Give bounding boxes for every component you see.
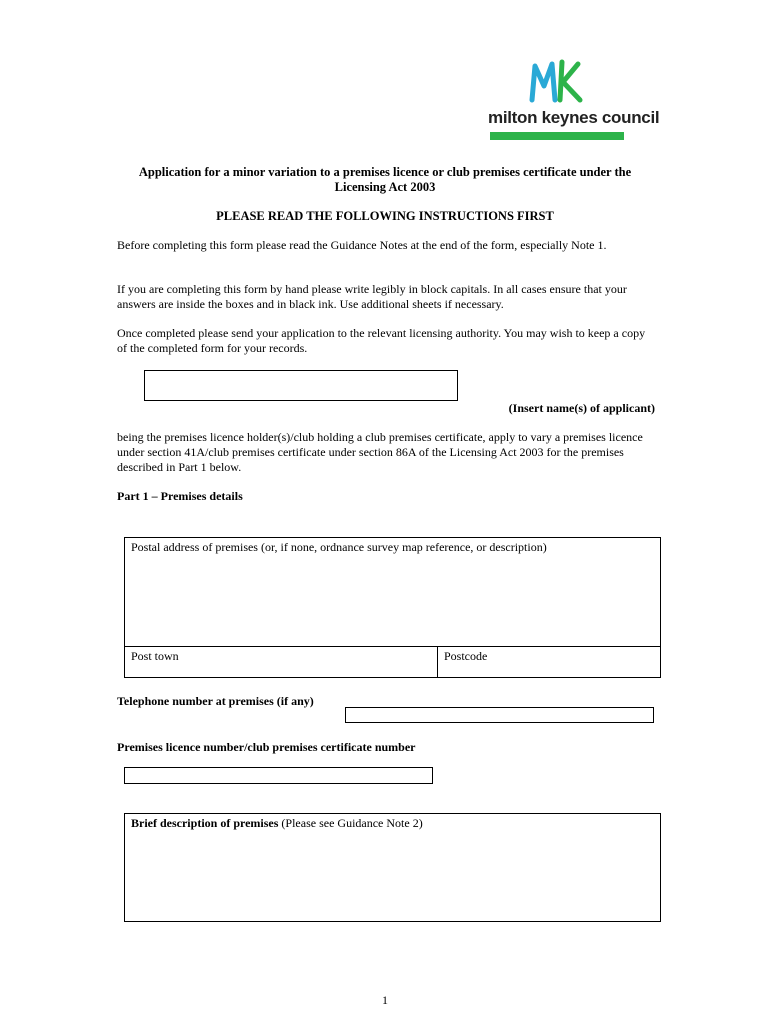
- form-title-line2: Licensing Act 2003: [334, 180, 436, 194]
- logo-text: milton keynes council: [488, 108, 660, 127]
- application-statement: being the premises licence holder(s)/club holding a club premises certificate, apply to vary a premises licence under section 41A/club premises certificate under section 86A of the Licensing Act 2003 for the premises described in Part 1 below.: [117, 430, 643, 474]
- mk-logo-mark-icon: [488, 56, 628, 108]
- page-number: 1: [382, 993, 388, 1007]
- post-town-box[interactable]: [124, 646, 438, 678]
- form-title: [90, 165, 680, 195]
- form-title-line1: Application for a minor variation to a premises licence or club premises certificate under the: [138, 165, 632, 179]
- licence-number-label: Premises licence number/club premises certificate number: [117, 740, 416, 754]
- applicant-name-input[interactable]: [144, 370, 458, 401]
- premises-description-label-bold: Brief description of premises: [131, 816, 279, 830]
- instructions-heading: PLEASE READ THE FOLLOWING INSTRUCTIONS FIRST: [216, 209, 554, 223]
- postal-address-box[interactable]: [124, 537, 661, 647]
- premises-description-box[interactable]: [124, 813, 661, 922]
- premises-description-label-note: (Please see Guidance Note 2): [278, 816, 423, 830]
- post-town-label: Post town: [131, 649, 179, 663]
- council-logo: [488, 56, 660, 146]
- telephone-input[interactable]: [345, 707, 654, 723]
- instruction-paragraph-3: Once completed please send your application to the relevant licensing authority. You may wish to keep a copy of the completed form for your records.: [117, 326, 646, 355]
- postal-address-label: Postal address of premises (or, if none, ordnance survey map reference, or description): [131, 540, 547, 554]
- applicant-name-label: (Insert name(s) of applicant): [508, 401, 655, 415]
- logo-bar: [490, 132, 624, 140]
- part1-heading: Part 1 – Premises details: [117, 489, 243, 503]
- licence-number-input[interactable]: [124, 767, 433, 784]
- postcode-label: Postcode: [444, 649, 488, 663]
- premises-description-label: [131, 816, 423, 831]
- telephone-label: Telephone number at premises (if any): [117, 694, 314, 708]
- postcode-box[interactable]: [437, 646, 661, 678]
- instruction-paragraph-2: If you are completing this form by hand please write legibly in block capitals. In all cases ensure that your answers are inside the boxes and in black ink. Use additional sheets if necessary.: [117, 282, 627, 311]
- instruction-paragraph-1: Before completing this form please read the Guidance Notes at the end of the form, especially Note 1.: [117, 238, 607, 252]
